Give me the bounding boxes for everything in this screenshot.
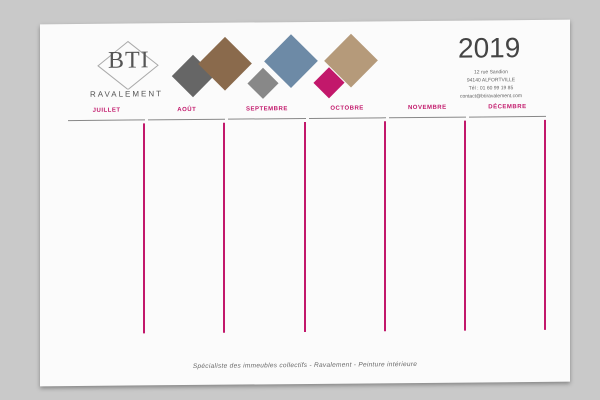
month-column — [389, 105, 466, 356]
accent-bar — [464, 121, 466, 331]
day-list — [469, 116, 546, 118]
month-name: AOÛT — [177, 106, 197, 114]
accent-bar — [143, 123, 145, 333]
month-column — [309, 105, 386, 356]
accent-bar — [304, 122, 306, 332]
year-title: 2019 — [458, 32, 521, 64]
month-name: DÉCEMBRE — [488, 104, 527, 111]
calendar-sheet — [40, 20, 570, 387]
month-column — [469, 104, 546, 355]
logo-letters: BTI — [108, 47, 150, 74]
month-column — [228, 106, 305, 357]
address-line: contact@btiravalement.com — [459, 93, 523, 100]
month-name: NOVEMBRE — [407, 104, 447, 112]
month-name: SEPTEMBRE — [246, 106, 288, 113]
company-logo — [88, 39, 168, 106]
month-column — [68, 107, 145, 358]
tagline: Spécialiste des immeubles collectifs - Ravalement - Peinture intérieure — [192, 361, 418, 370]
logo-text: RAVALEMENT — [90, 89, 164, 99]
month-name: JUILLET — [92, 107, 121, 114]
photo-diamonds — [168, 31, 378, 113]
months-grid — [68, 104, 546, 358]
day-list — [68, 119, 145, 121]
day-list — [228, 118, 305, 120]
company-address — [445, 68, 537, 101]
day-list — [389, 117, 466, 119]
month-name: OCTOBRE — [330, 105, 364, 112]
address-line: 94140 ALFORTVILLE — [466, 77, 516, 84]
address-line: Tél : 01 60 99 19 85 — [468, 85, 514, 92]
day-list — [309, 117, 386, 119]
month-column — [148, 107, 225, 358]
accent-bar — [544, 120, 546, 330]
grey-diamond — [247, 68, 278, 99]
address-line: 12 rue Sandion — [474, 69, 508, 76]
day-list — [148, 119, 225, 121]
accent-bar — [223, 123, 225, 333]
accent-bar — [384, 121, 386, 331]
